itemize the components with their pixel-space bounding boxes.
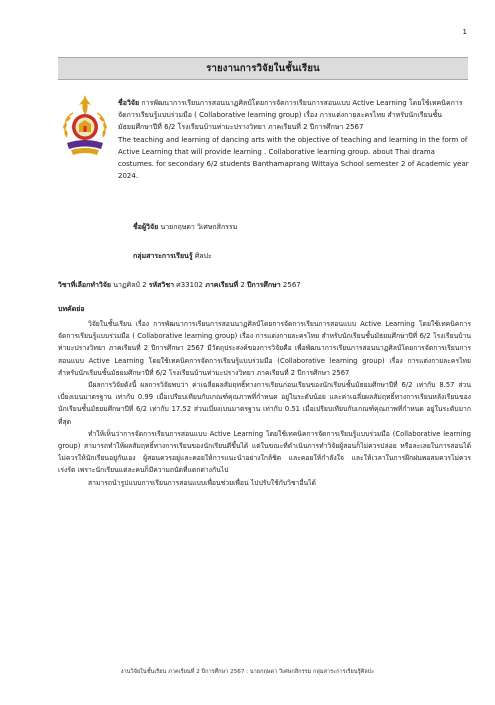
page-number: 1	[462, 28, 467, 36]
subject-label: วิชาที่เลือกทำวิจัย	[58, 281, 112, 289]
research-title-english: The teaching and learning of dancing arts with the objective of teaching and learning in the form of Active Learning that will provide learning . Collaborative learning group. about Thai drama costumes. for secondary 6/2 students Banthamaprang Wittaya School semester 2 of Academic year 2024.	[118, 136, 469, 180]
abstract-paragraph-4: สามารถนำรูปแบบการเรียนการสอนแบบเพื่อนช่วยเพื่อน ไปปรับใช้กับวิชาอื่นได้	[88, 478, 316, 487]
abstract-paragraph-1: วิจัยในชั้นเรียน เรื่อง การพัฒนาการเรียนการสอนนาฏศิลป์โดยการจัดการเรียนการสอนแบบ Active Learning โดยใช้เทคนิคการจัดการเรียนรู้แบบร่วมมือ ( Collaborative learning group) เรื่อง การแต่งกายละครไทย สำหรับนักเรียนชั้นมัธยมศึกษาปีที่ 6/2 โรงเรียนบ้านท่ามะปรางวิทยา ภาคเรียนที่ 2 ปีการศึกษา 2567 มีวัตถุประสงค์ของการวิจัยคือ เพื่อพัฒนาการเรียนการสอนนาฏศิลป์โดยการจัดการเรียนการสอนแบบ Active Learning โดยใช้เทคนิคการจัดการเรียนรู้แบบร่วมมือ (Collaborative learning group) เรื่อง การแต่งกายละครไทย สำหรับนักเรียนชั้นมัธยมศึกษาปีที่ 6/2 โรงเรียนบ้านท่ามะปรางวิทยา ภาคเรียนที่ 2 ปีการศึกษา 2567	[58, 320, 471, 377]
researcher-line	[133, 222, 237, 233]
abstract-heading: บทคัดย่อ	[58, 305, 85, 313]
academic-year-label: ปีการศึกษา	[247, 281, 281, 289]
learning-group-value: ศิลปะ	[194, 252, 212, 260]
abstract-paragraph-3: ทำให้เห็นว่าการจัดการเรียนการสอนแบบ Active Learning โดยใช้เทคนิคการจัดการเรียนรู้แบบร่วมมือ (Collaborative learning group) สามารถทำให้ผลสัมฤทธิ์ทางการเรียนของนักเรียนดีขึ้นได้ แต่ในขณะที่ดำเนินการทำวิจัยผู้สอนก็ไม่ควรปล่อย หรือละเลยในการสอนได้ ไม่ควรให้นักเรียนอยู่กันเอง ผู้สอนควรอยู่และคอยให้การแนะนำอย่างใกล้ชิด และคอยให้กำลังใจ และให้เวลาในการฝึกฝนพอสมควรไม่ควรเร่งรัด เพราะนักเรียนแต่ละคนก็มีความถนัดที่แตกต่างกันไป	[58, 429, 471, 475]
page-footer: งานวิจัยในชั้นเรียน ภาคเรียนที่ 2 ปีการศึกษา 2567 : นายกฤษดา วิเศษกสิกรรม กลุ่มสาระการเรียนรู้ศิลปะ	[120, 669, 375, 675]
subject-code-label: รหัสวิชา	[148, 281, 175, 289]
school-emblem-logo	[59, 93, 111, 157]
semester-value: 2	[240, 281, 245, 289]
report-title: รายงานการวิจัยในชั้นเรียน	[58, 57, 468, 80]
subject-line	[58, 280, 478, 291]
researcher-label: ชื่อผู้วิจัย	[133, 223, 159, 231]
research-title-thai-text: การพัฒนาการเรียนการสอนนาฏศิลป์โดยการจัดการเรียนการสอนแบบ Active Learning โดยใช้เทคนิคการจัดการเรียนรู้แบบร่วมมือ ( Collaborative learning group) เรื่อง การแต่งกายละครไทย สำหรับนักเรียนชั้นมัธยมศึกษาปีที่ 6/2 โรงเรียนบ้านท่ามะปรางวิทยา ภาคเรียนที่ 2 ปีการศึกษา 2567	[118, 99, 463, 131]
subject-name: นาฏศิลป์ 2	[113, 281, 147, 289]
abstract-body	[58, 318, 471, 489]
learning-group-label: กลุ่มสาระการเรียนรู้	[133, 252, 193, 260]
subject-code: ศ33102	[176, 281, 203, 289]
researcher-name: นายกฤษดา วิเศษกสิกรรม	[160, 223, 238, 231]
research-title-thai	[118, 97, 473, 133]
learning-group-line	[133, 251, 212, 262]
research-title-block	[118, 97, 473, 182]
academic-year-value: 2567	[282, 281, 301, 289]
research-title-label: ชื่อวิจัย	[118, 99, 140, 107]
semester-label: ภาคเรียนที่	[205, 281, 239, 289]
abstract-paragraph-2: มีผลการวิจัยดังนี้ ผลการวิจัยพบว่า ค่าเฉลี่ยผลสัมฤทธิ์ทางการเรียนก่อนเรียนของนักเรียนชั้นมัธยมศึกษาปีที่ 6/2 เท่ากับ 8.57 ส่วนเบี่ยงเบนมาตรฐาน เท่ากับ 0.99 เมื่อเปรียบเทียบกับเกณฑ์คุณภาพที่กำหนด อยู่ในระดับน้อย และค่าเฉลี่ยผลสัมฤทธิ์ทางการเรียนหลังเรียนของนักเรียนชั้นมัธยมศึกษาปีที่ 6/2 เท่ากับ 17.52 ส่วนเบี่ยงเบนมาตรฐาน เท่ากับ 0.51 เมื่อเปรียบเทียบกับเกณฑ์คุณภาพที่กำหนด อยู่ในระดับมากที่สุด	[58, 381, 471, 426]
